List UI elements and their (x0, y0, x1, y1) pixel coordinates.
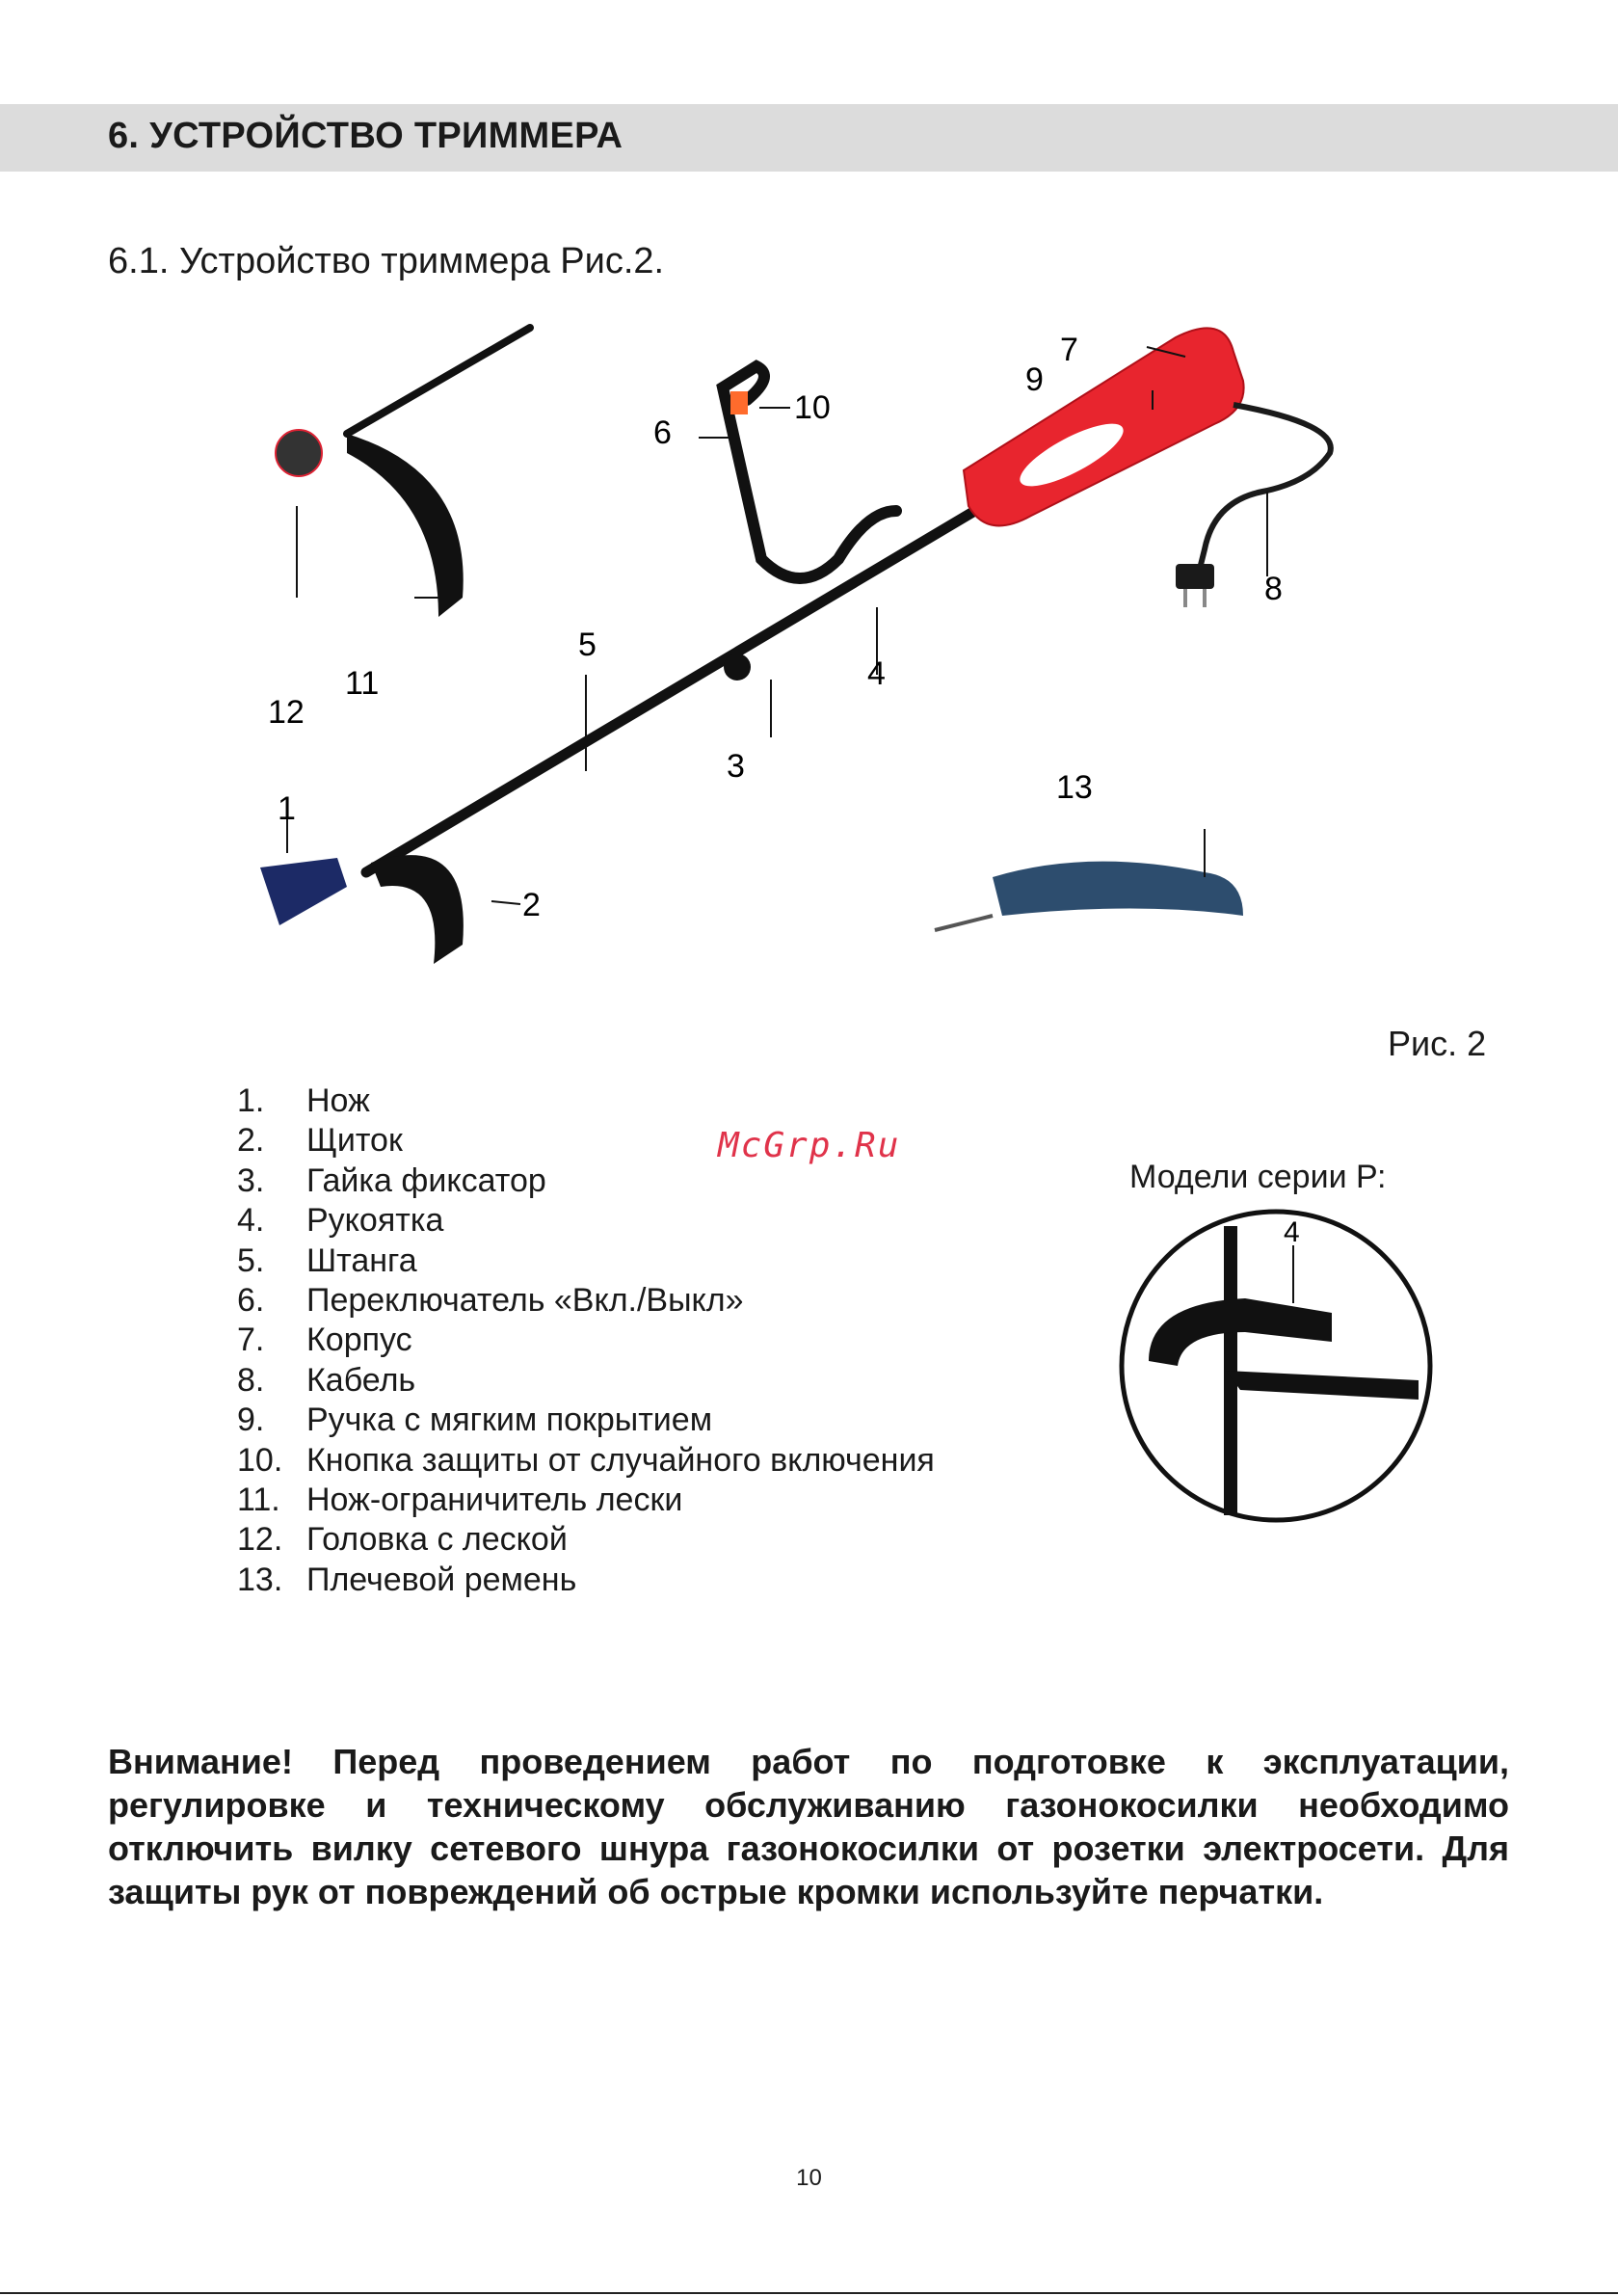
list-item (237, 1441, 935, 1481)
part-label: Кнопка защиты от случайного включения (306, 1441, 935, 1479)
list-item (237, 1361, 935, 1401)
list-item (237, 1201, 935, 1241)
list-item (237, 1520, 935, 1560)
line-head (276, 430, 322, 476)
page-number: 10 (796, 2165, 822, 2191)
part-number: 8. (237, 1361, 265, 1399)
power-plug (1176, 564, 1214, 589)
part-number: 12. (237, 1521, 283, 1559)
callout-11: 11 (345, 665, 380, 702)
part-label: Гайка фиксатор (306, 1161, 546, 1199)
watermark: McGrp.Ru (718, 1126, 901, 1165)
part-number: 4. (237, 1202, 265, 1240)
part-label: Ручка с мягким покрытием (306, 1402, 713, 1439)
callout-10: 10 (794, 389, 831, 426)
part-label: Нож (306, 1082, 370, 1119)
callout-1: 1 (278, 790, 296, 827)
list-item (237, 1481, 935, 1520)
main-guard (371, 855, 464, 964)
list-item (237, 1241, 935, 1281)
part-number: 5. (237, 1241, 265, 1279)
part-number: 13. (237, 1561, 283, 1598)
inset-callout-4: 4 (1284, 1216, 1300, 1248)
part-label: Штанга (306, 1241, 417, 1279)
part-number: 2. (237, 1122, 265, 1160)
callout-2: 2 (522, 887, 541, 923)
callout-13: 13 (1056, 769, 1093, 806)
list-item (237, 1561, 935, 1600)
list-item (237, 1161, 935, 1201)
part-number: 7. (237, 1322, 265, 1359)
part-label: Щиток (306, 1122, 403, 1160)
part-number: 3. (237, 1161, 265, 1199)
part-number: 9. (237, 1402, 265, 1439)
part-number: 1. (237, 1082, 265, 1119)
switch (730, 391, 748, 414)
part-label: Кабель (306, 1361, 416, 1399)
handle-inset-illustration (1110, 1207, 1443, 1525)
list-item (237, 1081, 935, 1121)
part-label: Нож-ограничитель лески (306, 1481, 683, 1518)
callout-7: 7 (1060, 332, 1078, 368)
inset-label: Модели серии Р: (1129, 1159, 1387, 1195)
part-number: 6. (237, 1281, 265, 1319)
blade (260, 858, 347, 925)
subsection-title: 6.1. Устройство триммера Рис.2. (108, 241, 665, 281)
part-label: Рукоятка (306, 1202, 444, 1240)
locking-nut (724, 654, 751, 681)
part-label: Плечевой ремень (306, 1561, 577, 1598)
list-item (237, 1401, 935, 1440)
power-cable (1200, 405, 1331, 569)
callout-9: 9 (1025, 361, 1044, 398)
part-label: Переключатель «Вкл./Выкл» (306, 1281, 744, 1319)
part-number: 11. (237, 1481, 280, 1518)
section-title: 6. УСТРОЙСТВО ТРИММЕРА (108, 116, 623, 156)
part-label: Головка с леской (306, 1521, 568, 1559)
callout-3: 3 (727, 748, 745, 785)
upper-guard (347, 434, 464, 617)
list-item (237, 1281, 935, 1321)
bottom-rule (0, 2292, 1618, 2294)
callout-5: 5 (578, 627, 597, 663)
list-item (237, 1321, 935, 1360)
part-label: Корпус (306, 1322, 412, 1359)
callout-8: 8 (1264, 571, 1283, 607)
part-number: 10. (237, 1441, 283, 1479)
callout-12: 12 (268, 694, 305, 731)
figure-caption: Рис. 2 (1388, 1024, 1487, 1063)
trimmer-diagram (222, 308, 1407, 1002)
callout-6: 6 (653, 414, 672, 451)
callout-4: 4 (867, 655, 886, 692)
warning-text: Внимание! Перед проведением работ по подготовке к эксплуатации, регулировке и техническому обслуживанию газонокосилки необходимо отключить вилку сетевого шнура газонокосилки от розетки электросети. Для защиты рук от повреждений об острые кромки используйте перчатки. (108, 1742, 1509, 1911)
